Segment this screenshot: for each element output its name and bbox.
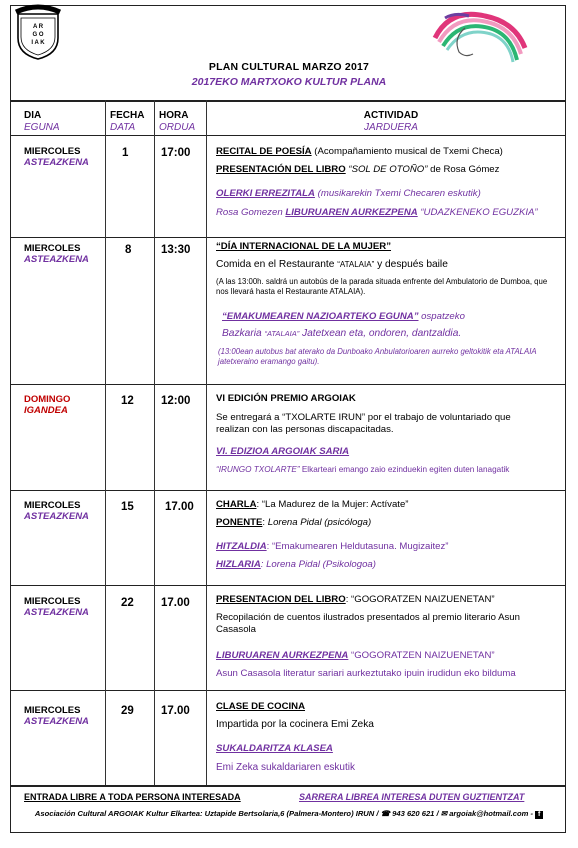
- decorative-face-illustration: [425, 8, 530, 64]
- svg-text:G O: G O: [32, 32, 44, 38]
- row-time: 17.00: [161, 597, 190, 609]
- row-date: 15: [121, 501, 134, 513]
- row-activity-line-basque: VI. EDIZIOA ARGOIAK SARIA: [216, 446, 350, 457]
- row-date: 29: [121, 705, 134, 717]
- row-divider: [10, 690, 566, 691]
- row-divider: [10, 237, 566, 238]
- row-time: 17:00: [161, 147, 191, 159]
- column-header-time: HORA ORDUA: [159, 110, 196, 133]
- facebook-icon[interactable]: f: [535, 811, 543, 819]
- row-day: MIERCOLES ASTEAZKENA: [24, 596, 89, 618]
- row-activity-note-basque: (13:00ean autobus bat aterako da Dunboako Anbulatorioaren aurreko geltokitik eta ATALAIA jatetxeraino eramango gaitu).: [218, 347, 537, 366]
- column-divider: [154, 100, 155, 785]
- row-date: 8: [125, 244, 132, 256]
- row-date: 1: [122, 147, 129, 159]
- footer-address: Asociación Cultural ARGOIAK Kultur Elkartea: Uztapide Bertsolaria,6 (Palmera-Montero) IRUN / ☎ 943 620 621 / ✉ argoiak@hotmail.com -: [34, 809, 533, 818]
- row-activity-line-basque: Emi Zeka sukaldariaren eskutik: [216, 762, 355, 773]
- column-divider: [206, 100, 207, 785]
- row-day: MIERCOLES ASTEAZKENA: [24, 146, 89, 168]
- row-date: 22: [121, 597, 134, 609]
- row-activity-line-basque: Rosa Gomezen LIBURUAREN AURKEZPENA “UDAZKENEKO EGUZKIA”: [216, 207, 538, 218]
- row-time: 12:00: [161, 395, 191, 407]
- argoiak-logo: [14, 4, 62, 60]
- svg-text:I A K: I A K: [31, 40, 45, 46]
- row-activity-line: Recopilación de cuentos ilustrados presentados al premio literario Asun Casasola: [216, 612, 520, 635]
- row-day: DOMINGO IGANDEA: [24, 394, 71, 416]
- footer-contact: [0, 809, 578, 819]
- row-activity-line: PRESENTACIÓN DEL LIBRO “SOL DE OTOÑO” de Rosa Gómez: [216, 164, 500, 175]
- page-title-basque: 2017EKO MARTXOKO KULTUR PLANA: [191, 76, 387, 88]
- row-activity-line-basque: “IRUNGO TXOLARTE” Elkarteari emango zaio ezinduekin egiten duten lanagatik: [216, 465, 510, 474]
- row-date: 12: [121, 395, 134, 407]
- row-activity-line-basque: “EMAKUMEAREN NAZIOARTEKO EGUNA” ospatzeko: [222, 311, 465, 322]
- column-header-day: DIA EGUNA: [24, 110, 60, 133]
- row-activity-line-basque: Bazkaria “ATALAIA” Jatetxean eta, ondoren, dantzaldia.: [222, 328, 462, 339]
- row-activity-line: PONENTE: Lorena Pidal (psicóloga): [216, 517, 372, 528]
- row-activity-line-basque: Asun Casasola literatur sariari aurkeztutako ipuin irudidun eko bilduma: [216, 668, 516, 679]
- row-divider: [10, 384, 566, 385]
- row-divider: [10, 490, 566, 491]
- row-activity-line-basque: OLERKI ERREZITALA (musikarekin Txemi Checaren eskutik): [216, 188, 481, 199]
- column-header-activity: ACTIVIDAD JARDUERA: [363, 110, 419, 133]
- row-activity-note: (A las 13:00h. saldrá un autobús de la parada situada enfrente del Ambulatorio de Dumboa, que nos llevará hasta el Restaurante ATALAIA).: [216, 277, 548, 296]
- column-divider: [105, 100, 106, 785]
- row-activity-line-basque: LIBURUAREN AURKEZPENA “GOGORATZEN NAIZUENETAN”: [216, 650, 495, 661]
- column-header-date: FECHA DATA: [110, 110, 145, 133]
- row-divider: [10, 585, 566, 586]
- row-activity-line-basque: HIZLARIA: Lorena Pidal (Psikologoa): [216, 559, 376, 570]
- row-activity-line: Comida en el Restaurante “ATALAIA” y después baile: [216, 259, 448, 270]
- row-activity-line: Impartida por la cocinera Emi Zeka: [216, 719, 374, 730]
- row-activity-line: CHARLA: “La Madurez de la Mujer: Actívate”: [216, 499, 409, 510]
- table-bottom-border: [10, 785, 566, 787]
- row-activity-line: CLASE DE COCINA: [216, 701, 306, 712]
- row-activity-line-basque: HITZALDIA: “Emakumearen Heldutasuna. Mugizaitez”: [216, 541, 449, 552]
- row-day: MIERCOLES ASTEAZKENA: [24, 705, 89, 727]
- row-day: MIERCOLES ASTEAZKENA: [24, 500, 89, 522]
- table-top-border: [10, 100, 566, 102]
- row-activity-line: PRESENTACION DEL LIBRO: “GOGORATZEN NAIZUENETAN”: [216, 594, 495, 605]
- footer-free-entry-basque: SARRERA LIBREA INTERESA DUTEN GUZTIENTZAT: [299, 792, 525, 802]
- row-activity-line: RECITAL DE POESÍA (Acompañamiento musical de Txemi Checa): [216, 146, 503, 157]
- row-time: 17.00: [161, 705, 190, 717]
- row-activity-line: VI EDICIÓN PREMIO ARGOIAK: [216, 393, 356, 404]
- row-activity-line-basque: SUKALDARITZA KLASEA: [216, 743, 333, 754]
- svg-text:A R: A R: [32, 24, 44, 30]
- table-header-border: [10, 135, 566, 136]
- row-time: 13:30: [161, 244, 191, 256]
- row-activity-line: “DÍA INTERNACIONAL DE LA MUJER”: [216, 241, 392, 252]
- row-activity-line: Se entregará a “TXOLARTE IRUN” por el trabajo de voluntariado que realizan con las personas discapacitadas.: [216, 412, 511, 435]
- row-day: MIERCOLES ASTEAZKENA: [24, 243, 89, 265]
- footer-free-entry: ENTRADA LIBRE A TODA PERSONA INTERESADA: [24, 792, 241, 802]
- row-time: 17.00: [165, 501, 194, 513]
- page-title: PLAN CULTURAL MARZO 2017: [208, 61, 370, 73]
